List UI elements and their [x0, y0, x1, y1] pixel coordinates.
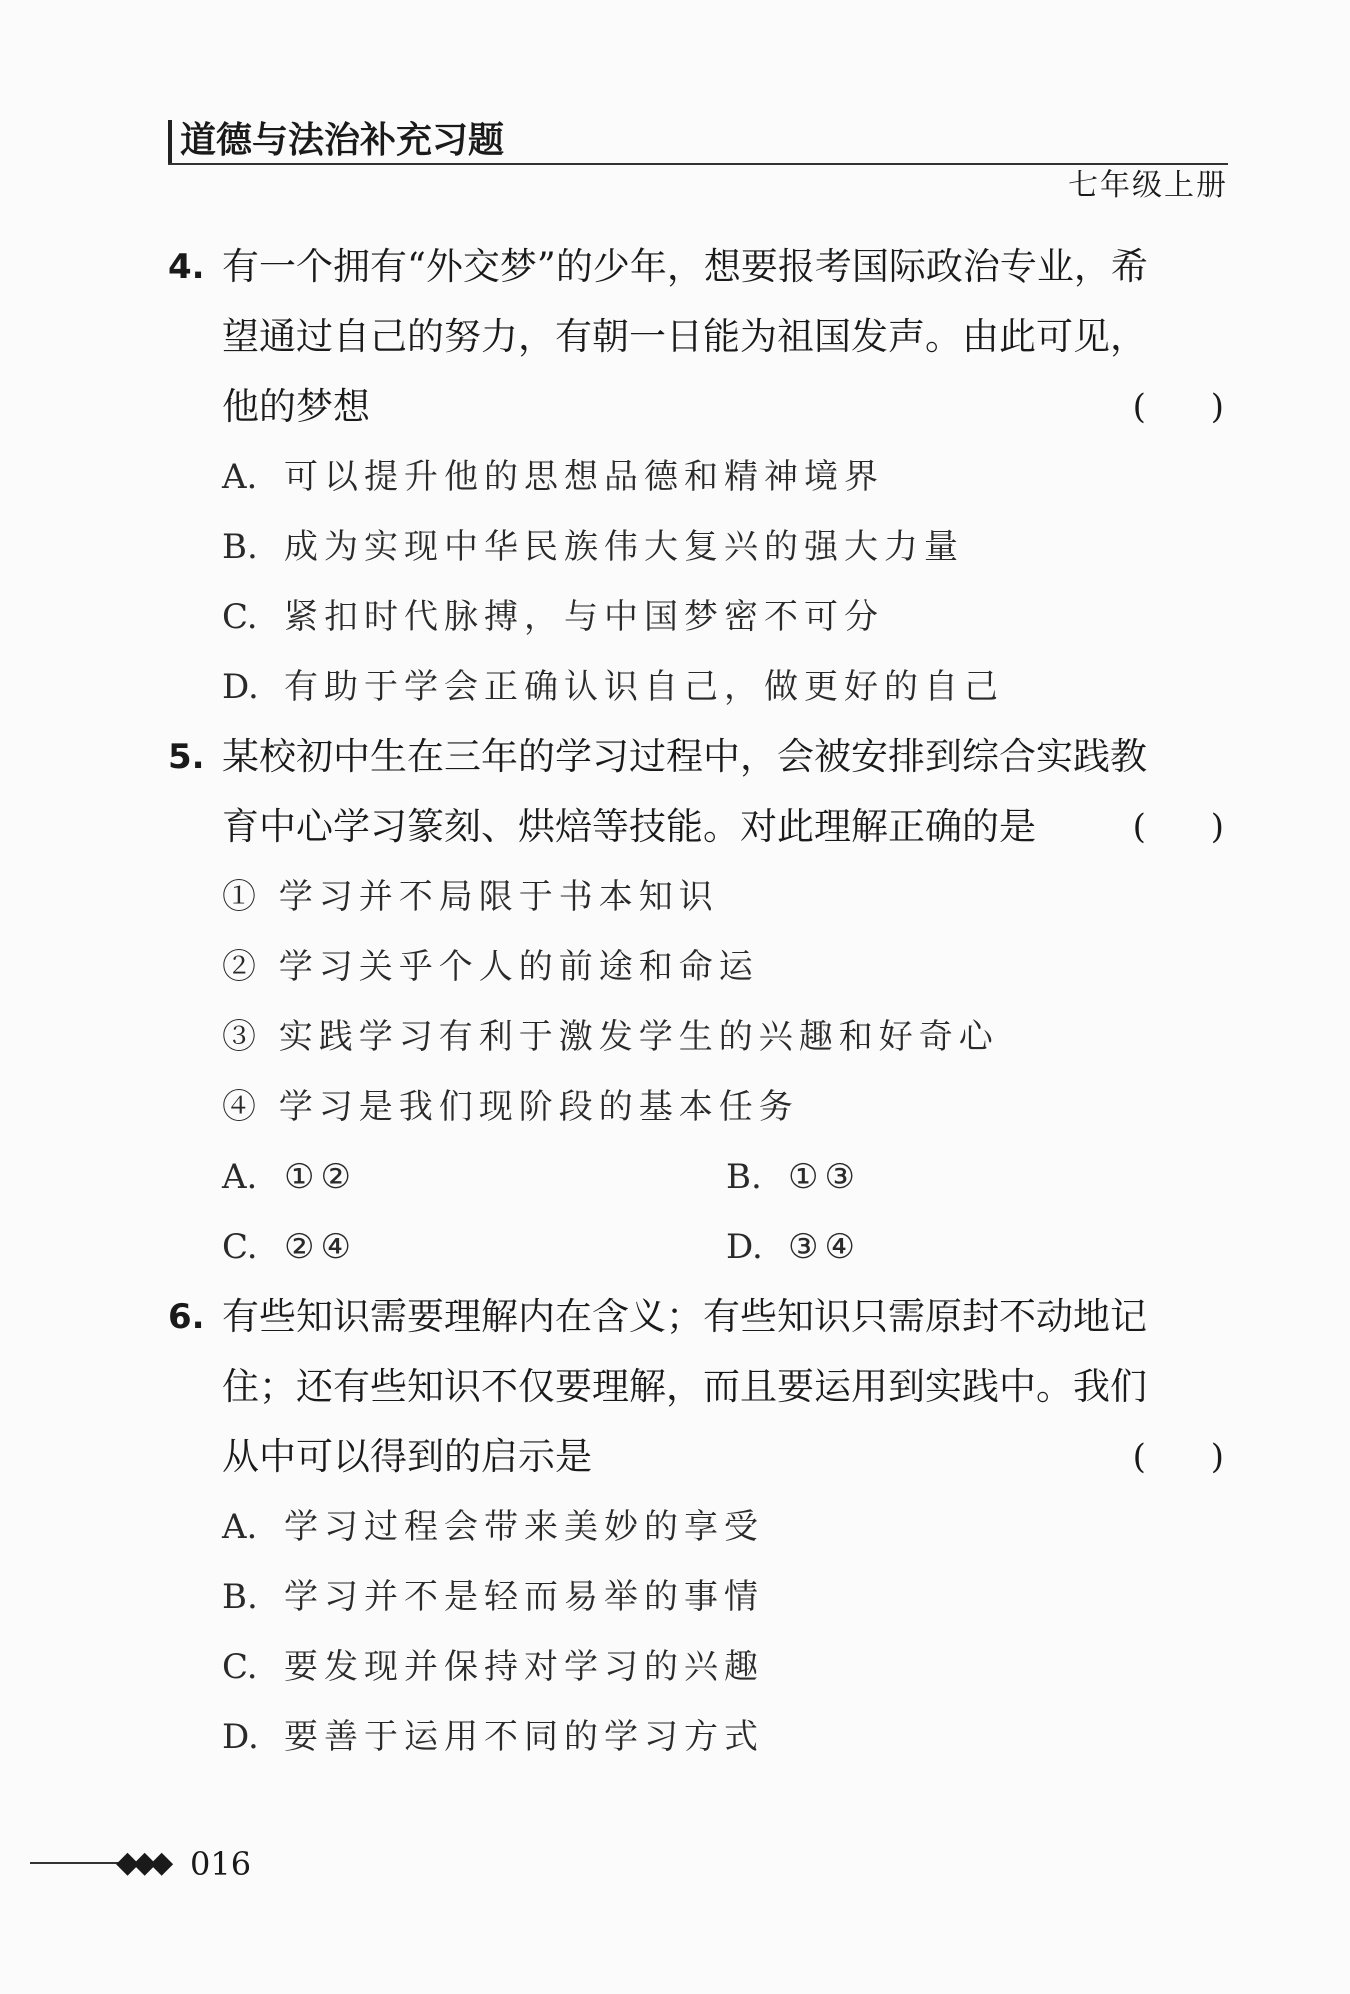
page-number: 016 [190, 1845, 252, 1883]
question-6-line-1: 有些知识需要理解内在含义；有些知识只需原封不动地记 [222, 1295, 1147, 1338]
question-4-option-d: D. 有助于学会正确认识自己，做更好的自己 [222, 667, 1004, 707]
question-4-line-1: 有一个拥有“外交梦”的少年，想要报考国际政治专业，希 [222, 245, 1148, 288]
question-4-option-c: C. 紧扣时代脉搏，与中国梦密不可分 [222, 597, 884, 637]
question-6-option-d: D. 要善于运用不同的学习方式 [222, 1717, 764, 1757]
question-6-option-a: A. 学习过程会带来美妙的享受 [222, 1507, 764, 1547]
question-6-option-c: C. 要发现并保持对学习的兴趣 [222, 1647, 764, 1687]
book-title: 道德与法治补充习题 [180, 120, 505, 161]
question-5-line-2: 育中心学习篆刻、烘焙等技能。对此理解正确的是 [222, 805, 1036, 848]
question-5-number: 5. [168, 737, 205, 777]
question-5-option-a: A. ①② [222, 1157, 357, 1197]
question-4-option-a: A. 可以提升他的思想品德和精神境界 [222, 457, 884, 497]
question-4-line-3: 他的梦想 [222, 385, 370, 428]
question-5-answer-blank: ( ) [1132, 807, 1224, 847]
question-5-statement-2: ② 学习关乎个人的前途和命运 [222, 947, 759, 987]
grade-label: 七年级上册 [1068, 168, 1228, 203]
question-5-line-1: 某校初中生在三年的学习过程中，会被安排到综合实践教 [222, 735, 1147, 778]
question-4-answer-blank: ( ) [1132, 387, 1224, 427]
question-5-option-c: C. ②④ [222, 1227, 357, 1267]
header-divider [168, 163, 1228, 165]
question-6-option-b: B. 学习并不是轻而易举的事情 [222, 1577, 764, 1617]
question-4-line-2: 望通过自己的努力，有朝一日能为祖国发声。由此可见， [222, 315, 1147, 358]
question-6-answer-blank: ( ) [1132, 1437, 1224, 1477]
question-6-line-2: 住；还有些知识不仅要理解，而且要运用到实践中。我们 [222, 1365, 1147, 1408]
question-4-option-b: B. 成为实现中华民族伟大复兴的强大力量 [222, 527, 964, 567]
diamond-ornament-icon: ◆◆◆ [116, 1845, 168, 1880]
question-4-number: 4. [168, 247, 205, 287]
header-accent-bar [168, 120, 172, 164]
question-5-statement-4: ④ 学习是我们现阶段的基本任务 [222, 1087, 799, 1127]
question-6-number: 6. [168, 1297, 205, 1337]
question-5-option-d: D. ③④ [726, 1227, 861, 1267]
question-5-statement-3: ③ 实践学习有利于激发学生的兴趣和好奇心 [222, 1017, 999, 1057]
question-5-option-b: B. ①③ [726, 1157, 861, 1197]
footer-rule [30, 1862, 120, 1864]
question-5-statement-1: ① 学习并不局限于书本知识 [222, 877, 719, 917]
question-6-line-3: 从中可以得到的启示是 [222, 1435, 592, 1478]
